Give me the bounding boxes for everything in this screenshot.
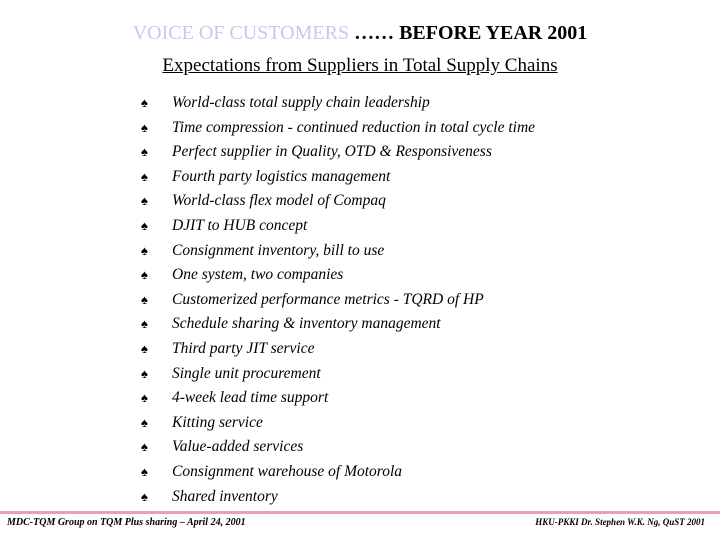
list-item-text: World-class total supply chain leadership bbox=[172, 94, 430, 111]
spade-icon: ♠ bbox=[141, 193, 148, 209]
slide-subtitle: Expectations from Suppliers in Total Supply Chains bbox=[162, 55, 558, 76]
bullet-list bbox=[141, 91, 535, 509]
spade-icon: ♠ bbox=[141, 242, 148, 258]
list-item-text: Shared inventory bbox=[172, 487, 278, 505]
spade-icon: ♠ bbox=[141, 390, 148, 406]
list-item-text: Consignment warehouse of Motorola bbox=[172, 462, 403, 480]
list-item-text: Third party JIT service bbox=[172, 339, 315, 357]
list-item-text: Value-added services bbox=[172, 438, 304, 456]
list-item bbox=[141, 386, 535, 411]
list-item-text: Kitting service bbox=[172, 413, 263, 431]
spade-icon: ♠ bbox=[141, 488, 148, 504]
spade-icon: ♠ bbox=[141, 291, 148, 307]
footer-divider bbox=[0, 511, 720, 514]
footer-right: HKU-PKKI Dr. Stephen W.K. Ng, QuST 2001 bbox=[535, 517, 705, 527]
list-item bbox=[141, 189, 535, 214]
spade-icon: ♠ bbox=[141, 95, 148, 110]
list-item bbox=[141, 91, 535, 116]
list-item-text: Consignment inventory, bill to use bbox=[172, 241, 385, 259]
list-item-text: 4-week lead time support bbox=[172, 389, 329, 407]
list-item-text: Customerized performance metrics - TQRD of HP bbox=[172, 290, 484, 308]
list-item-text: World-class flex model of Compaq bbox=[172, 192, 386, 210]
spade-icon: ♠ bbox=[141, 316, 148, 332]
spade-icon: ♠ bbox=[141, 144, 148, 160]
list-item bbox=[141, 239, 535, 264]
spade-icon: ♠ bbox=[141, 463, 148, 479]
spade-icon: ♠ bbox=[141, 168, 148, 184]
list-item bbox=[141, 435, 535, 460]
list-item-text: Single unit procurement bbox=[172, 364, 321, 382]
spade-icon: ♠ bbox=[141, 267, 148, 283]
footer-left: MDC-TQM Group on TQM Plus sharing – April 24, 2001 bbox=[7, 517, 246, 528]
list-item bbox=[141, 460, 535, 485]
list-item bbox=[141, 263, 535, 288]
list-item bbox=[141, 165, 535, 190]
spade-icon: ♠ bbox=[141, 365, 148, 381]
list-item-text: Fourth party logistics management bbox=[172, 167, 391, 185]
list-item bbox=[141, 312, 535, 337]
list-item-text: Time compression - continued reduction in total cycle time bbox=[172, 118, 536, 136]
list-item bbox=[141, 214, 535, 239]
spade-icon: ♠ bbox=[141, 439, 148, 455]
spade-icon: ♠ bbox=[141, 119, 148, 135]
list-item bbox=[141, 485, 535, 510]
list-item-text: Schedule sharing & inventory management bbox=[172, 315, 441, 333]
list-item-text: Perfect supplier in Quality, OTD & Responsiveness bbox=[172, 143, 492, 161]
spade-icon: ♠ bbox=[141, 217, 148, 233]
title-part-1: VOICE OF CUSTOMERS bbox=[132, 22, 350, 44]
list-item bbox=[141, 362, 535, 387]
list-item-text: One system, two companies bbox=[172, 266, 344, 284]
slide-title bbox=[0, 22, 720, 45]
spade-icon: ♠ bbox=[141, 340, 148, 356]
list-item bbox=[141, 116, 535, 141]
title-part-2: …… BEFORE YEAR 2001 bbox=[349, 22, 588, 44]
list-item bbox=[141, 337, 535, 362]
list-item bbox=[141, 411, 535, 436]
list-item-text: DJIT to HUB concept bbox=[172, 216, 308, 234]
spade-icon: ♠ bbox=[141, 414, 148, 430]
list-item bbox=[141, 288, 535, 313]
list-item bbox=[141, 140, 535, 165]
